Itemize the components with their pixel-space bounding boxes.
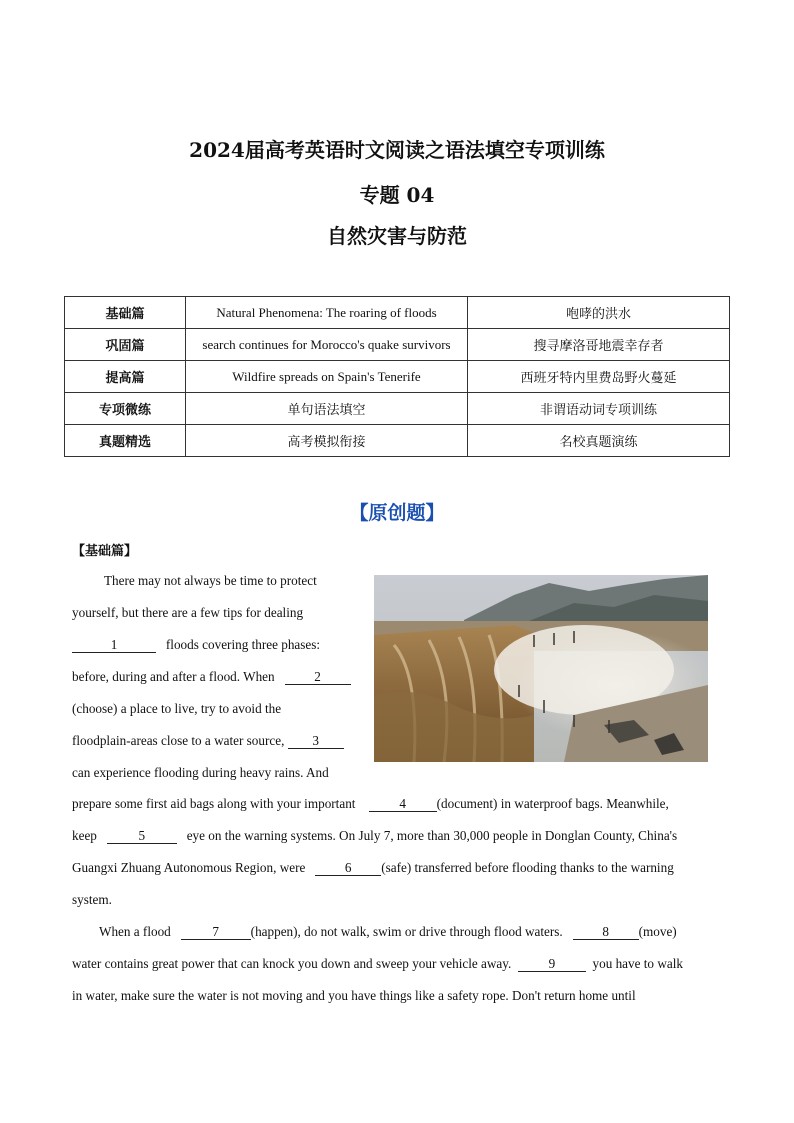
passage-text: (document) in waterproof bags. Meanwhile, — [436, 796, 669, 811]
table-row — [65, 393, 730, 425]
passage-text: (move) — [638, 924, 677, 939]
passage-line — [99, 923, 677, 941]
passage-text: eye on the warning systems. On July 7, more than 30,000 people in Donglan County, China's — [186, 828, 678, 843]
table-cell-chinese: 名校真题演练 — [468, 425, 730, 457]
passage-line — [72, 827, 677, 845]
passage-text: prepare some first aid bags along with your important — [72, 796, 356, 811]
answer-blank-2[interactable]: 2 — [285, 670, 351, 685]
topic-number: 专题 04 — [359, 183, 435, 207]
table-row — [65, 297, 730, 329]
answer-blank-8[interactable]: 8 — [573, 925, 639, 940]
answer-blank-3[interactable]: 3 — [288, 734, 344, 749]
table-cell-category: 提高篇 — [65, 361, 186, 393]
section-heading: 【原创题】 — [349, 502, 445, 524]
answer-blank-7[interactable]: 7 — [181, 925, 251, 940]
table-cell-category: 巩固篇 — [65, 329, 186, 361]
table-cell-english: search continues for Morocco's quake survivors — [186, 329, 468, 361]
table-cell-english: Natural Phenomena: The roaring of floods — [186, 297, 468, 329]
table-cell-category: 真题精选 — [65, 425, 186, 457]
passage-line — [72, 859, 674, 877]
passage-text: floodplain-areas close to a water source, — [72, 733, 285, 748]
passage-text: in water, make sure the water is not moving and you have things like a safety rope. Don't return home until — [72, 988, 636, 1003]
table-cell-english: Wildfire spreads on Spain's Tenerife — [186, 361, 468, 393]
answer-blank-6[interactable]: 6 — [315, 861, 381, 876]
sub-heading: 【基础篇】 — [72, 544, 138, 559]
passage-line — [72, 764, 329, 782]
passage-text: (choose) a place to live, try to avoid the — [72, 701, 282, 716]
answer-blank-9[interactable]: 9 — [518, 957, 586, 972]
passage-text: before, during and after a flood. When — [72, 669, 275, 684]
passage-line — [72, 636, 320, 654]
table-cell-english: 单句语法填空 — [186, 393, 468, 425]
passage-text: There may not always be time to protect — [104, 573, 317, 588]
table-cell-chinese: 咆哮的洪水 — [468, 297, 730, 329]
table-row — [65, 361, 730, 393]
table-cell-chinese: 西班牙特内里费岛野火蔓延 — [468, 361, 730, 393]
passage-text: keep — [72, 828, 97, 843]
passage-text: floods covering three phases: — [165, 637, 321, 652]
table-cell-category: 专项微练 — [65, 393, 186, 425]
passage-line — [72, 987, 636, 1005]
passage-line — [72, 955, 683, 973]
table-cell-chinese: 搜寻摩洛哥地震幸存者 — [468, 329, 730, 361]
passage-line — [72, 668, 351, 686]
table-row — [65, 329, 730, 361]
passage-line — [72, 700, 281, 718]
answer-blank-1[interactable]: 1 — [72, 638, 156, 653]
passage-text: you have to walk — [592, 956, 683, 971]
table-row — [65, 425, 730, 457]
overview-table — [64, 296, 730, 457]
topic-title: 自然灾害与防范 — [327, 224, 467, 248]
table-cell-category: 基础篇 — [65, 297, 186, 329]
passage-text: When a flood — [99, 924, 171, 939]
passage-line — [72, 795, 669, 813]
passage-line — [104, 572, 317, 590]
answer-blank-5[interactable]: 5 — [107, 829, 177, 844]
passage-text: Guangxi Zhuang Autonomous Region, were — [72, 860, 306, 875]
passage-line — [72, 732, 344, 750]
answer-blank-4[interactable]: 4 — [369, 797, 437, 812]
passage-text: system. — [72, 892, 112, 907]
passage-line — [72, 891, 112, 909]
passage-text: can experience flooding during heavy rains. And — [72, 765, 329, 780]
waterfall-photo — [374, 575, 708, 762]
document-title: 2024届高考英语时文阅读之语法填空专项训练 — [189, 138, 605, 162]
table-cell-english: 高考模拟衔接 — [186, 425, 468, 457]
passage-text: water contains great power that can knock you down and sweep your vehicle away. — [72, 956, 512, 971]
passage-line — [72, 604, 303, 622]
passage-text: (happen), do not walk, swim or drive through flood waters. — [250, 924, 563, 939]
passage-text: (safe) transferred before flooding thanks to the warning — [381, 860, 674, 875]
passage-text: yourself, but there are a few tips for dealing — [72, 605, 304, 620]
table-cell-chinese: 非谓语动词专项训练 — [468, 393, 730, 425]
